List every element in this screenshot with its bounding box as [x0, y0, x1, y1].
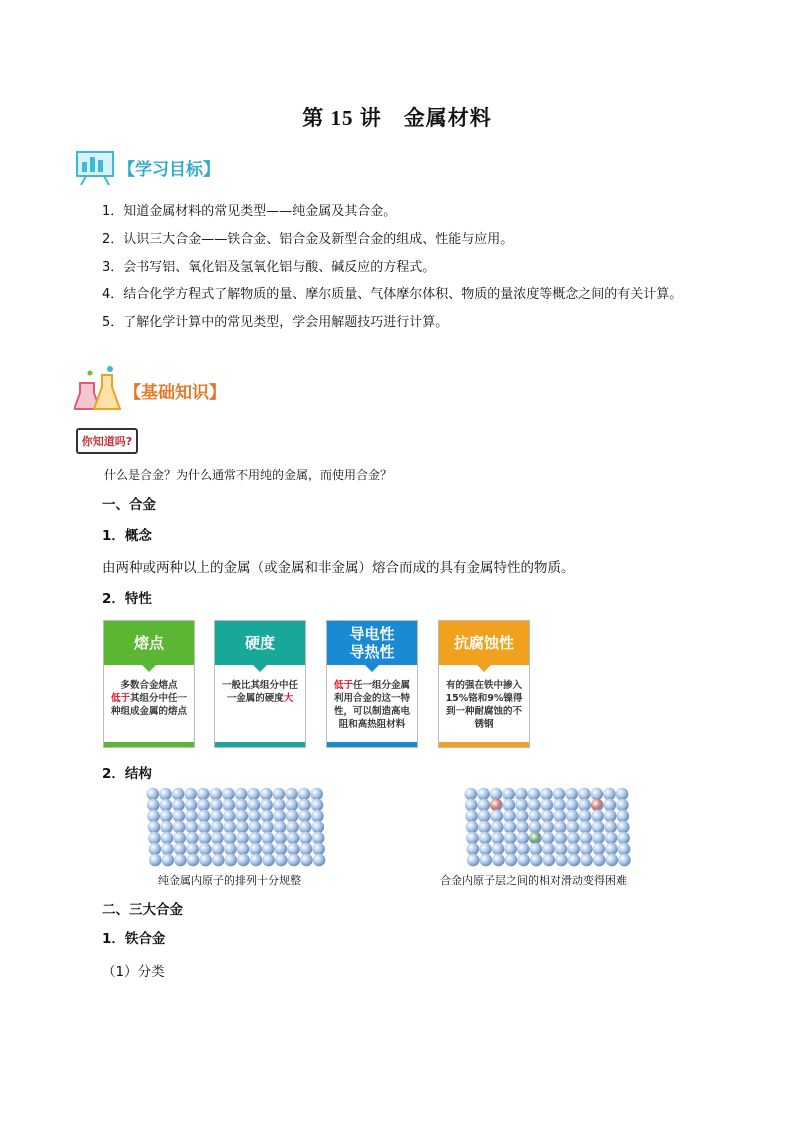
- atom: [578, 788, 591, 801]
- atom: [260, 799, 273, 812]
- atom: [197, 788, 210, 801]
- atom: [616, 799, 629, 812]
- atom: [478, 799, 491, 812]
- atom: [275, 843, 288, 856]
- atom: [250, 854, 263, 867]
- atom: [312, 832, 325, 845]
- objectives-heading: 【学习目标】: [118, 160, 220, 180]
- atom: [286, 810, 299, 823]
- atom: [199, 854, 212, 867]
- atom: [186, 832, 199, 845]
- atom: [543, 854, 556, 867]
- atom: [223, 821, 236, 834]
- atom: [148, 821, 161, 834]
- atom: [553, 799, 566, 812]
- atom: [617, 810, 630, 823]
- atom: [262, 854, 275, 867]
- atom: [160, 799, 173, 812]
- objective-4: 4．结合化学方程式了解物质的量、摩尔质量、气体摩尔体积、物质的量浓度等概念之间的有关计算。: [102, 287, 683, 302]
- atom: [603, 788, 616, 801]
- atom: [197, 799, 210, 812]
- atom: [312, 821, 325, 834]
- atom: [224, 843, 237, 856]
- atom: [465, 799, 478, 812]
- atom: [606, 854, 619, 867]
- atom: [592, 821, 605, 834]
- atom: [173, 821, 186, 834]
- pure-metal-lattice: [126, 786, 336, 868]
- atom: [298, 799, 311, 812]
- atom: [554, 810, 567, 823]
- did-you-know-badge: [76, 428, 138, 454]
- atom: [516, 810, 529, 823]
- atom: [503, 810, 516, 823]
- atom: [185, 810, 198, 823]
- atom: [223, 799, 236, 812]
- atom: [222, 788, 235, 801]
- atom: [617, 821, 630, 834]
- atom: [299, 821, 312, 834]
- atom: [616, 788, 629, 801]
- did-you-know-text: 你知道吗?: [81, 435, 133, 448]
- card-conductivity: 导电性导热性 低于任一组分金属利用合金的这一特性，可以制造高电阻和高热阻材料: [326, 620, 418, 748]
- atom: [478, 821, 491, 834]
- atom: [480, 854, 493, 867]
- atom: [298, 788, 311, 801]
- classification-heading: （1）分类: [102, 964, 165, 980]
- atom: [517, 854, 530, 867]
- atom: [310, 788, 323, 801]
- atom: [604, 799, 617, 812]
- atom: [618, 854, 631, 867]
- atom: [149, 854, 162, 867]
- atom: [212, 843, 225, 856]
- objectives-icon: [74, 148, 118, 186]
- atom: [467, 854, 480, 867]
- atom: [529, 821, 542, 834]
- iron-alloy-heading: 1．铁合金: [102, 931, 166, 947]
- atom: [174, 843, 187, 856]
- atom: [311, 799, 324, 812]
- atom: [515, 788, 528, 801]
- card-hardness: 硬度 一般比其组分中任一金属的硬度大: [214, 620, 306, 748]
- atom: [605, 832, 618, 845]
- atom: [466, 821, 479, 834]
- card-title: 熔点: [104, 621, 194, 665]
- atom: [618, 843, 631, 856]
- atom: [542, 843, 555, 856]
- atom: [186, 821, 199, 834]
- atom: [288, 854, 301, 867]
- atom: [199, 832, 212, 845]
- atom: [528, 810, 541, 823]
- atom: [249, 821, 262, 834]
- atom: [162, 854, 175, 867]
- atom: [249, 832, 262, 845]
- atom: [299, 832, 312, 845]
- atom: [172, 799, 185, 812]
- atom: [530, 854, 543, 867]
- atom: [517, 843, 530, 856]
- atom: [249, 843, 262, 856]
- atom: [580, 832, 593, 845]
- concept-heading: 1．概念: [102, 528, 152, 544]
- atom: [262, 843, 275, 856]
- atom: [287, 832, 300, 845]
- atom: [212, 854, 225, 867]
- atom: [567, 821, 580, 834]
- atom: [285, 788, 298, 801]
- atom: [224, 832, 237, 845]
- section-alloy: 一、合金: [102, 497, 156, 513]
- atom: [580, 843, 593, 856]
- atom: [312, 843, 325, 856]
- atom: [604, 810, 617, 823]
- atom: [566, 810, 579, 823]
- question-text: 什么是合金？为什么通常不用纯的金属，而使用合金？: [104, 468, 393, 482]
- atom: [555, 854, 568, 867]
- foreign-atom-red: [490, 799, 503, 812]
- atom: [515, 799, 528, 812]
- atom: [313, 854, 326, 867]
- atom: [491, 821, 504, 834]
- atom: [210, 810, 223, 823]
- atom: [161, 832, 174, 845]
- atom: [579, 821, 592, 834]
- atom: [567, 832, 580, 845]
- atom: [173, 810, 186, 823]
- atom: [541, 810, 554, 823]
- basics-heading: 【基础知识】: [124, 383, 226, 403]
- atom: [505, 854, 518, 867]
- atom: [261, 821, 274, 834]
- atom: [148, 832, 161, 845]
- atom: [541, 821, 554, 834]
- atom: [184, 788, 197, 801]
- atom: [147, 799, 160, 812]
- atom: [542, 832, 555, 845]
- atom: [299, 810, 312, 823]
- atom: [591, 788, 604, 801]
- objective-1: 1．知道金属材料的常见类型——纯金属及其合金。: [102, 204, 397, 219]
- atom: [185, 799, 198, 812]
- atom: [567, 843, 580, 856]
- atom: [186, 843, 199, 856]
- section-three-alloys: 二、三大合金: [102, 902, 183, 918]
- atom: [591, 810, 604, 823]
- atom: [490, 788, 503, 801]
- atom: [593, 854, 606, 867]
- atom: [247, 788, 260, 801]
- atom: [502, 788, 515, 801]
- atom: [236, 810, 249, 823]
- atom: [210, 788, 223, 801]
- atom: [528, 799, 541, 812]
- atom: [479, 843, 492, 856]
- atom: [516, 821, 529, 834]
- atom: [300, 854, 313, 867]
- atom: [300, 843, 313, 856]
- atom: [160, 821, 173, 834]
- objective-5: 5．了解化学计算中的常见类型，学会用解题技巧进行计算。: [102, 315, 449, 330]
- objective-2: 2．认识三大合金——铁合金、铝合金及新型合金的组成、性能与应用。: [102, 232, 514, 247]
- atom: [260, 788, 273, 801]
- atom: [235, 799, 248, 812]
- atom: [275, 854, 288, 867]
- atom: [236, 821, 249, 834]
- atom: [504, 832, 517, 845]
- atom: [286, 799, 299, 812]
- objective-3: 3．会书写铝、氧化铝及氢氧化铝与酸、碱反应的方程式。: [102, 260, 436, 275]
- atom: [555, 843, 568, 856]
- atom: [173, 832, 186, 845]
- atom: [579, 810, 592, 823]
- atom: [553, 788, 566, 801]
- atom: [147, 810, 160, 823]
- atom: [261, 810, 274, 823]
- atom: [174, 854, 187, 867]
- atom: [248, 799, 261, 812]
- atom: [311, 810, 324, 823]
- atom: [198, 821, 211, 834]
- atom: [262, 832, 275, 845]
- atom: [199, 843, 212, 856]
- atom: [236, 832, 249, 845]
- atom: [248, 810, 261, 823]
- atom: [237, 843, 250, 856]
- atom: [580, 854, 593, 867]
- atom: [491, 832, 504, 845]
- atom: [225, 854, 238, 867]
- card-corrosion: 抗腐蚀性 有的强在铁中掺入15%铬和9%镍得到一种耐腐蚀的不锈钢: [438, 620, 530, 748]
- atom: [554, 821, 567, 834]
- atom: [465, 810, 478, 823]
- atom: [565, 788, 578, 801]
- atom: [554, 832, 567, 845]
- atom: [273, 788, 286, 801]
- atom: [287, 843, 300, 856]
- atom: [467, 843, 480, 856]
- caption-pure-metal: 纯金属内原子的排列十分规整: [158, 874, 301, 887]
- property-heading: 2．特性: [102, 591, 152, 607]
- alloy-lattice: [444, 786, 644, 868]
- page-title: 第 15 讲 金属材料: [302, 106, 492, 130]
- atom: [504, 843, 517, 856]
- atom: [492, 843, 505, 856]
- atom: [592, 832, 605, 845]
- atom: [273, 799, 286, 812]
- atom: [540, 788, 553, 801]
- atom: [274, 832, 287, 845]
- atom: [159, 788, 172, 801]
- foreign-atom-red: [591, 799, 604, 812]
- atom: [477, 788, 490, 801]
- atom: [479, 832, 492, 845]
- atom: [530, 843, 543, 856]
- atom: [578, 799, 591, 812]
- atom: [286, 821, 299, 834]
- atom: [593, 843, 606, 856]
- atom: [210, 799, 223, 812]
- atom: [161, 843, 174, 856]
- atom: [478, 810, 491, 823]
- atom: [187, 854, 200, 867]
- atom: [160, 810, 173, 823]
- atom: [617, 832, 630, 845]
- atom: [172, 788, 185, 801]
- atom: [605, 843, 618, 856]
- atom: [568, 854, 581, 867]
- card-title: 抗腐蚀性: [439, 621, 529, 665]
- atom: [235, 788, 248, 801]
- atom: [541, 799, 554, 812]
- atom: [237, 854, 250, 867]
- atom: [491, 810, 504, 823]
- atom: [504, 821, 517, 834]
- atom: [211, 832, 224, 845]
- atom: [466, 832, 479, 845]
- flask-icon: [74, 363, 124, 413]
- atom: [465, 788, 478, 801]
- card-title: 硬度: [215, 621, 305, 665]
- atom: [223, 810, 236, 823]
- atom: [211, 821, 224, 834]
- atom: [528, 788, 541, 801]
- atom: [147, 788, 160, 801]
- caption-alloy: 合金内原子层之间的相对滑动变得困难: [440, 874, 627, 887]
- foreign-atom-green: [529, 832, 542, 845]
- atom: [517, 832, 530, 845]
- atom: [274, 821, 287, 834]
- concept-text: 由两种或两种以上的金属（或金属和非金属）熔合而成的具有金属特性的物质。: [102, 560, 575, 576]
- atom: [273, 810, 286, 823]
- atom: [503, 799, 516, 812]
- atom: [149, 843, 162, 856]
- atom: [492, 854, 505, 867]
- atom: [604, 821, 617, 834]
- card-melting-point: 熔点 多数合金熔点 低于其组分中任一种组成金属的熔点: [103, 620, 195, 748]
- atom: [198, 810, 211, 823]
- card-title: 导电性导热性: [327, 621, 417, 665]
- structure-heading: 2．结构: [102, 766, 152, 782]
- atom: [566, 799, 579, 812]
